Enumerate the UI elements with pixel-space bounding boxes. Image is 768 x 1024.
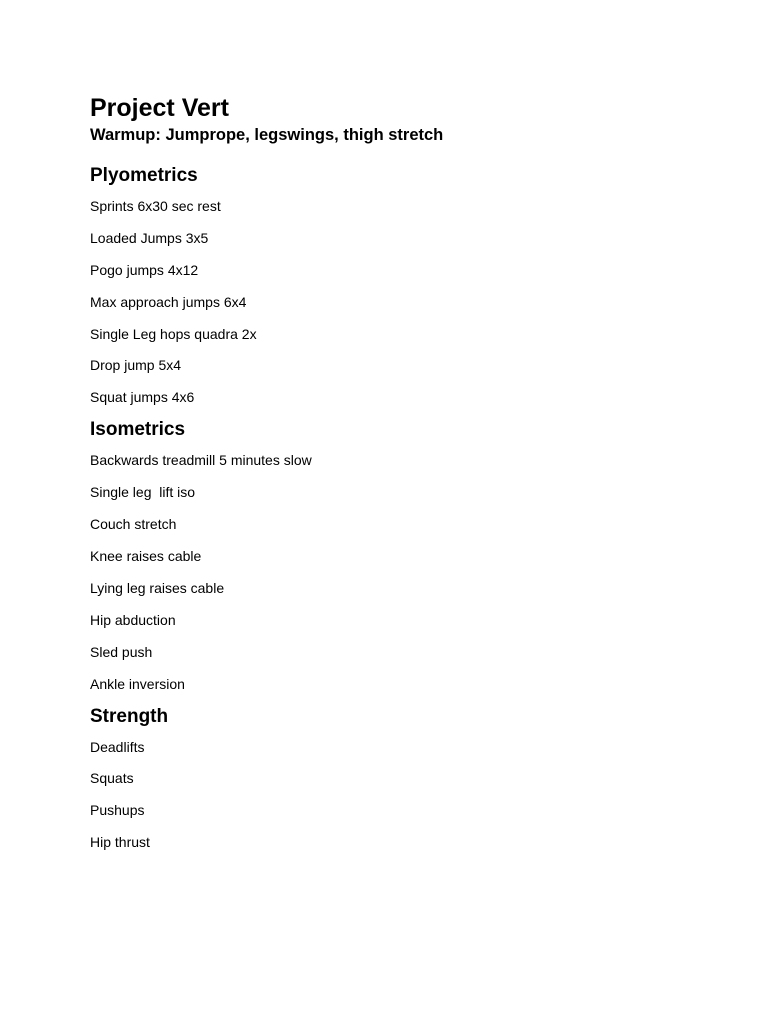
list-item: Ankle inversion <box>90 675 185 692</box>
list-item: Sprints 6x30 sec rest <box>90 198 221 214</box>
list-item: Lying leg raises cable <box>90 579 225 596</box>
list-item: Squat jumps 4x6 <box>90 389 195 406</box>
list-item: Drop jump 5x4 <box>90 357 182 374</box>
list-item: Max approach jumps 6x4 <box>90 293 247 310</box>
list-item: Pushups <box>90 802 145 819</box>
list-item: Knee raises cable <box>90 548 202 565</box>
document-subtitle: Warmup: Jumprope, legswings, thigh stretch <box>90 126 444 144</box>
section-strength <box>90 703 730 852</box>
list-item: Loaded Jumps 3x5 <box>90 229 209 246</box>
list-item: Single leg lift iso <box>90 484 196 501</box>
list-item: Pogo jumps 4x12 <box>90 261 199 278</box>
list-item: Sled push <box>90 643 153 660</box>
list-item: Hip thrust <box>90 834 150 851</box>
list-item: Squats <box>90 770 134 787</box>
list-item: Single Leg hops quadra 2x <box>90 325 257 342</box>
list-item: Hip abduction <box>90 611 176 628</box>
section-heading: Plyometrics <box>90 165 198 186</box>
document-page <box>90 93 730 851</box>
exercise-list <box>90 451 730 692</box>
list-item: Deadlifts <box>90 738 145 755</box>
document-title: Project Vert <box>90 94 229 122</box>
list-item: Couch stretch <box>90 516 177 533</box>
section-isometrics <box>90 416 730 692</box>
exercise-list <box>90 738 730 852</box>
section-heading: Isometrics <box>90 419 186 441</box>
list-item: Backwards treadmill 5 minutes slow <box>90 452 312 469</box>
section-plyometrics <box>90 162 730 406</box>
section-heading: Strength <box>90 705 169 727</box>
exercise-list <box>90 197 730 406</box>
